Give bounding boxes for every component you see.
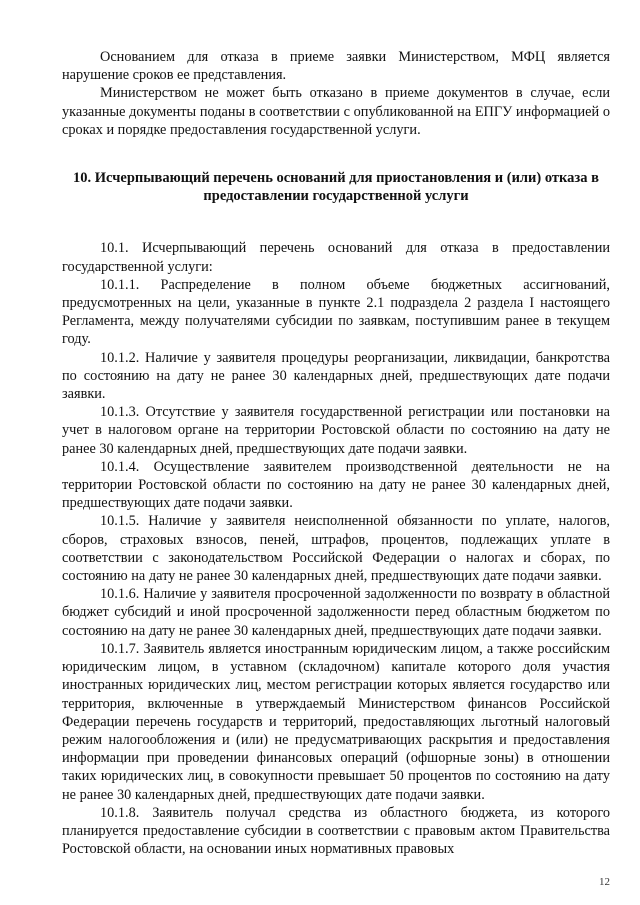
item-10-1-4: 10.1.4. Осуществление заявителем производственной деятельности не на территории Ростовской области по состоянию на дату не ранее 30 календарных дней, предшествующих дате подачи заявки.: [62, 458, 610, 512]
paragraph-refusal-basis: Основанием для отказа в приеме заявки Министерством, МФЦ является нарушение сроков ее представления.: [62, 49, 610, 84]
item-10-1-6: 10.1.6. Наличие у заявителя просроченной задолженности по возврату в областной бюджет субсидий и иной просроченной задолженности перед областным бюджетом по состоянию на дату не ранее 30 календарных дней, предшествующих дате подачи заявки.: [62, 586, 610, 639]
page-number: 12: [599, 876, 610, 888]
item-10-1-3: 10.1.3. Отсутствие у заявителя государственной регистрации или постановки на учет в налоговом органе на территории Ростовской области по состоянию на дату не ранее 30 календарных дней, предшествующих дате подачи заявки.: [62, 404, 610, 457]
item-10-1: 10.1. Исчерпывающий перечень оснований для отказа в предоставлении государственной услуги:: [62, 240, 610, 275]
paragraph-no-refusal: Министерством не может быть отказано в приеме документов в случае, если указанные документы поданы в соответствии с опубликованной на ЕПГУ информацией о сроках и порядке предоставления государственной услуги.: [62, 85, 610, 138]
item-10-1-1: 10.1.1. Распределение в полном объеме бюджетных ассигнований, предусмотренных на цели, указанные в пункте 2.1 подраздела 2 раздела I настоящего Регламента, между получателями субсидии по заявкам, поступившим ранее в текущем году.: [62, 276, 610, 348]
item-10-1-7: 10.1.7. Заявитель является иностранным юридическим лицом, а также российским юридическим лицом, в уставном (складочном) капитале которого доля участия иностранных юридических лиц, местом регистрации которых является государство или территория, включенные в утверждаемый Министерством финансов Российской Федерации перечень государств и территорий, предоставляющих льготный налоговый режим налогообложения и (или) не предусматривающих раскрытия и предоставления информации при проведении финансовых операций (офшорные зоны) в отношении таких юридических лиц, в совокупности превышает 50 процентов по состоянию на дату не ранее 30 календарных дней, предшествующих дате подачи заявки.: [62, 640, 610, 803]
item-10-1-8: 10.1.8. Заявитель получал средства из областного бюджета, из которого планируется предоставление субсидии в соответствии с правовым актом Правительства Ростовской области, на основании иных нормативных правовых: [62, 804, 610, 858]
item-10-1-2: 10.1.2. Наличие у заявителя процедуры реорганизации, ликвидации, банкротства по состоянию на дату не ранее 30 календарных дней, предшествующих дате подачи заявки.: [62, 349, 610, 403]
document-page: [62, 48, 610, 858]
section-heading: 10. Исчерпывающий перечень оснований для приостановления и (или) отказа в предоставлении государственной услуги: [73, 170, 599, 205]
item-10-1-5: 10.1.5. Наличие у заявителя неисполненной обязанности по уплате, налогов, сборов, страховых взносов, пеней, штрафов, процентов, подлежащих уплате в соответствии с законодательством Российской Федерации о налогах и сборах, по состоянию на дату не ранее 30 календарных дней, предшествующих дате подачи заявки.: [62, 513, 610, 585]
